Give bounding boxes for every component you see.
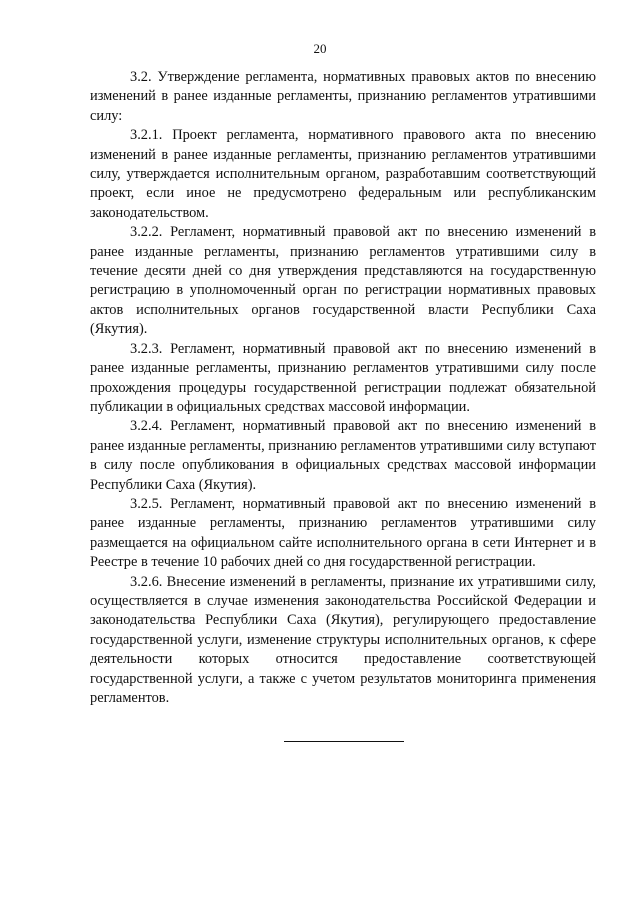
paragraph-3-2-3: 3.2.3. Регламент, нормативный правовой акт по внесению изменений в ранее изданные регламенты, признанию регламентов утратившими силу после прохождения процедуры государственной регистрации подлежат обязательной публикации в официальных средствах массовой информации. xyxy=(90,340,596,415)
paragraph-3-2-2: 3.2.2. Регламент, нормативный правовой акт по внесению изменений в ранее изданные регламенты, признанию регламентов утратившими силу в течение десяти дней со дня утверждения представляются на государственную регистрацию в уполномоченный орган по регистрации нормативных правовых актов исполнительных органов государственной власти Республики Саха (Якутия). xyxy=(90,224,596,338)
paragraph-3-2-5: 3.2.5. Регламент, нормативный правовой акт по внесению изменений в ранее изданные регламенты, признанию регламентов утратившими силу размещается на официальном сайте исполнительного органа в сети Интернет и в Реестре в течение 10 рабочих дней со дня государственной регистрации. xyxy=(90,495,596,571)
paragraph-3-2-1: 3.2.1. Проект регламента, нормативного правового акта по внесению изменений в ранее изданные регламенты, признанию регламентов утратившими силу, утверждается исполнительным органом, разработавшим соответствующий проект, если иное не предусмотрено федеральным или республиканским законодательством. xyxy=(90,127,596,221)
page-number: 20 xyxy=(313,41,327,56)
document-body xyxy=(90,68,596,708)
end-separator-line xyxy=(284,741,404,742)
paragraph-3-2: 3.2. Утверждение регламента, нормативных правовых актов по внесению изменений в ранее изданные регламенты, признанию регламентов утратившими силу: xyxy=(90,69,596,124)
paragraph-3-2-4: 3.2.4. Регламент, нормативный правовой акт по внесению изменений в ранее изданные регламенты, признанию регламентов утратившими силу вступают в силу после опубликования в официальных средствах массовой информации Республики Саха (Якутия). xyxy=(90,418,596,493)
paragraph-3-2-6: 3.2.6. Внесение изменений в регламенты, признание их утратившими силу, осуществляется в случае изменения законодательства Российской Федерации и законодательства Республики Саха (Якутия), регулирующего предоставление государственной услуги, изменение структуры исполнительных органов, к сфере деятельности которых относится предоставление соответствующей государственной услуги, а также с учетом результатов мониторинга применения регламентов. xyxy=(90,573,596,706)
